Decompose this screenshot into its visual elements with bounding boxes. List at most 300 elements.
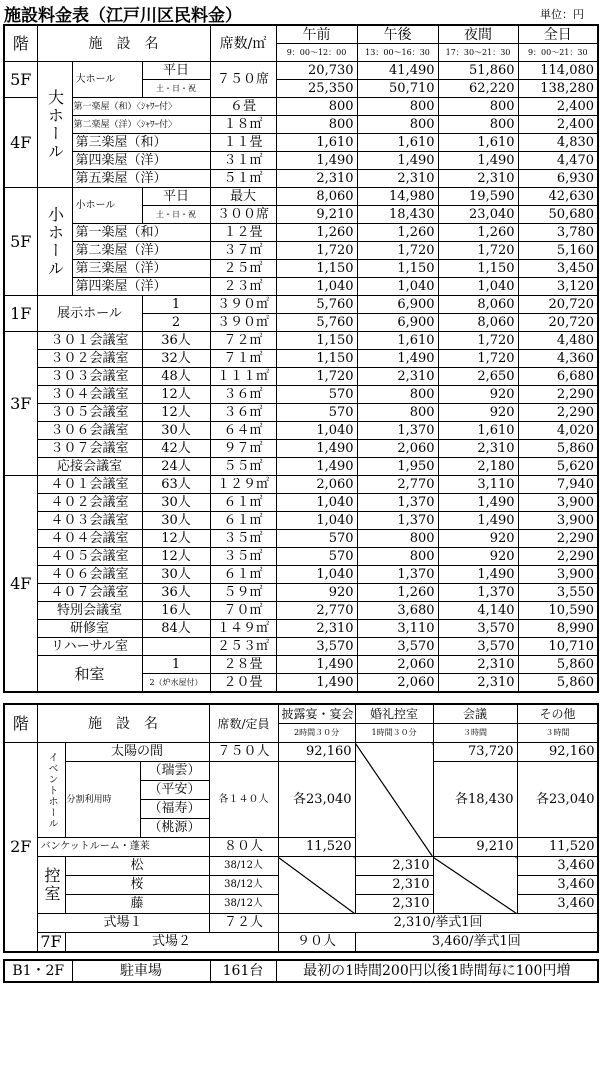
- capacity-cell: 42人: [142, 440, 210, 458]
- capacity-cell: 30人: [142, 494, 210, 512]
- fee-cell: 5,860: [518, 440, 598, 458]
- washitsu-row: [4, 656, 598, 674]
- seats-cell: ２５３㎡: [210, 638, 276, 656]
- floor-label: 2F: [4, 743, 37, 953]
- fee-cell: 2,060: [357, 656, 438, 674]
- seats-cell: ３５㎡: [210, 548, 276, 566]
- seats-cell: ６１㎡: [210, 566, 276, 584]
- seats-cell: 38/12人: [209, 895, 278, 914]
- fee-cell: 114,080: [518, 62, 598, 80]
- fee-cell: 2,290: [518, 530, 598, 548]
- floor-header: 階: [4, 704, 37, 743]
- seats-cell: 38/12人: [209, 876, 278, 895]
- fee-cell: 1,720: [276, 242, 357, 260]
- fee-cell: 4,360: [518, 350, 598, 368]
- header-row: [4, 25, 598, 44]
- shikijo-row: [4, 914, 598, 933]
- parking-table: [3, 959, 599, 983]
- room-row-4f: [4, 620, 598, 638]
- fee-cell: 3,460: [517, 876, 598, 895]
- seats-cell: ６４㎡: [210, 422, 276, 440]
- fee-cell: 6,930: [518, 170, 598, 188]
- fee-cell: 6,680: [518, 368, 598, 386]
- seats-cell: １８㎡: [210, 116, 276, 134]
- daihall-room-row: [4, 116, 598, 134]
- use-header: 会議: [433, 704, 517, 724]
- room-name-cell: [72, 152, 210, 170]
- fee-cell: 5,860: [518, 674, 598, 693]
- room-row-3f: [4, 386, 598, 404]
- floor-label: 5F: [4, 62, 37, 98]
- day-weekend: 土・日・祝: [142, 206, 210, 224]
- fee-cell: 2,290: [518, 548, 598, 566]
- fee-cell: 800: [357, 530, 438, 548]
- facility-header: 施 設 名: [37, 704, 209, 743]
- fee-cell: 2,310: [355, 895, 433, 914]
- fee-cell: 1,150: [276, 332, 357, 350]
- facility-name: 式場２: [65, 933, 278, 953]
- page-title: 施設料金表（江戸川区民料金）: [4, 6, 242, 26]
- use-time: 2時間３０分: [278, 724, 355, 743]
- fee-cell: 1,260: [357, 584, 438, 602]
- fee-cell: 800: [276, 98, 357, 116]
- room-row-3f: [4, 422, 598, 440]
- fee-cell: 7,940: [518, 476, 598, 494]
- shohall-room-row: [4, 278, 598, 296]
- capacity-cell: 12人: [142, 386, 210, 404]
- fee-cell: 6,900: [357, 314, 438, 332]
- room-name: ３０２会議室: [37, 350, 142, 368]
- capacity-cell: 36人: [142, 584, 210, 602]
- room-name: ３０３会議室: [37, 368, 142, 386]
- facility-name: 和室: [37, 656, 142, 693]
- fee-cell: 800: [438, 98, 518, 116]
- fee-cell: 920: [276, 584, 357, 602]
- daihall-room-row: [4, 152, 598, 170]
- fee-cell: 1,040: [276, 422, 357, 440]
- seats-cell: ２５㎡: [210, 260, 276, 278]
- split-room: （平安）: [140, 781, 209, 800]
- period-time: 9：00～21：30: [518, 44, 598, 62]
- group-daihall-text: 大ホール: [45, 88, 65, 161]
- fee-cell: 20,720: [518, 314, 598, 332]
- fee-cell: 1,260: [276, 224, 357, 242]
- fee-cell: 3,780: [518, 224, 598, 242]
- seats-cell: １２畳: [210, 224, 276, 242]
- use-header: その他: [517, 704, 598, 724]
- group-shohall-text: 小ホール: [45, 205, 65, 278]
- room-name: 第五楽屋（洋）: [75, 170, 167, 186]
- room-row-3f: [4, 350, 598, 368]
- fee-cell: 4,140: [438, 602, 518, 620]
- daihall-room-row: [4, 134, 598, 152]
- room-name: ４０５会議室: [37, 548, 142, 566]
- fee-cell: 2,770: [276, 602, 357, 620]
- fee-table-main: [3, 24, 599, 693]
- fee-cell: 2,290: [518, 386, 598, 404]
- fee-cell: 570: [276, 386, 357, 404]
- fee-cell: 2,310: [438, 440, 518, 458]
- facility-name: 太陽の間: [65, 743, 209, 762]
- room-name: 応接会議室: [37, 458, 142, 476]
- fee-cell: 各23,040: [278, 762, 355, 838]
- capacity-cell: 30人: [142, 566, 210, 584]
- use-time: ３時間: [517, 724, 598, 743]
- room-row-4f: [4, 584, 598, 602]
- room-name-cell: [72, 170, 210, 188]
- use-header: 披露宴・宴会: [278, 704, 355, 724]
- fee-cell: 800: [276, 116, 357, 134]
- room-no: 1: [142, 296, 210, 314]
- fee-cell: 1,040: [357, 278, 438, 296]
- group-event-hall: [37, 743, 65, 838]
- period-header: 夜間: [438, 25, 518, 44]
- fee-cell: 1,040: [276, 494, 357, 512]
- fee-cell: 92,160: [517, 743, 598, 762]
- capacity-cell: 30人: [142, 422, 210, 440]
- day-weekday: 平日: [142, 62, 210, 80]
- fee-cell: 14,980: [357, 188, 438, 206]
- seats-header: 席数/㎡: [210, 25, 276, 62]
- group-hikae: [37, 857, 65, 914]
- fee-cell: 2,650: [438, 368, 518, 386]
- fee-cell: 5,760: [276, 296, 357, 314]
- fee-cell: 2,310: [438, 674, 518, 693]
- room-name-cell: [72, 134, 210, 152]
- seats-cell: ７２㎡: [210, 332, 276, 350]
- room-name: 藤: [65, 895, 209, 914]
- room-row-3f: [4, 368, 598, 386]
- seats-cell: １１畳: [210, 134, 276, 152]
- seats-cell: 最大: [210, 188, 276, 206]
- room-name: ４０２会議室: [37, 494, 142, 512]
- room-name: 第二楽屋（洋）: [72, 242, 210, 260]
- fee-cell: 1,720: [438, 332, 518, 350]
- room-name: 第四楽屋（洋）: [75, 152, 167, 168]
- capacity-cell: 24人: [142, 458, 210, 476]
- seats-cell: 38/12人: [209, 857, 278, 876]
- use-time: 1時間３０分: [355, 724, 433, 743]
- seats-cell: ３１㎡: [210, 152, 276, 170]
- fee-cell: 2,180: [438, 458, 518, 476]
- room-row-4f: [4, 476, 598, 494]
- parking-floor: B1・2F: [4, 960, 72, 982]
- fee-cell: 2,400: [518, 116, 598, 134]
- fee-cell: 50,710: [357, 80, 438, 98]
- seats-cell: ９７㎡: [210, 440, 276, 458]
- period-time: 9：00～12：00: [276, 44, 357, 62]
- seats-cell: ６１㎡: [210, 494, 276, 512]
- seats-cell: ６１㎡: [210, 512, 276, 530]
- fee-cell: 10,710: [518, 638, 598, 656]
- fee-cell: 1,260: [357, 224, 438, 242]
- fee-cell: 1,370: [357, 566, 438, 584]
- room-name: 第一楽屋（和）: [72, 224, 210, 242]
- page-header: [0, 0, 600, 24]
- daihall-room-row: [4, 170, 598, 188]
- room-name: ４０３会議室: [37, 512, 142, 530]
- fee-cell: 1,370: [438, 584, 518, 602]
- room-row-4f: [4, 530, 598, 548]
- use-time: ３時間: [433, 724, 517, 743]
- seats-cell: ３７㎡: [210, 242, 276, 260]
- room-name: ４０４会議室: [37, 530, 142, 548]
- split-room: （瑞雲）: [140, 762, 209, 781]
- seats-cell: ９０人: [278, 933, 355, 953]
- seats-header: 席数/定員: [209, 704, 278, 743]
- shikijo-row: [4, 933, 598, 953]
- fee-cell: 1,490: [276, 440, 357, 458]
- no-fee-cell: [433, 857, 517, 914]
- room-note: 〈ｼｬﾜｰ付〉: [136, 101, 178, 112]
- fee-cell: 41,490: [357, 62, 438, 80]
- fee-cell: 1,490: [438, 494, 518, 512]
- room-name: 第三楽屋（和）: [75, 134, 167, 150]
- room-name: 松: [65, 857, 209, 876]
- fee-cell: 4,830: [518, 134, 598, 152]
- fee-cell: 25,350: [276, 80, 357, 98]
- room-name: 第二楽屋（洋）: [73, 119, 137, 130]
- fee-cell: 800: [357, 116, 438, 134]
- fee-cell: 920: [438, 530, 518, 548]
- fee-cell: 20,730: [276, 62, 357, 80]
- room-row-4f: [4, 566, 598, 584]
- fee-cell: 3,120: [518, 278, 598, 296]
- capacity-cell: 36人: [142, 332, 210, 350]
- room-row-3f: [4, 458, 598, 476]
- fee-cell: 9,210: [276, 206, 357, 224]
- seats-cell: ３６㎡: [210, 404, 276, 422]
- floor-header: 階: [4, 25, 37, 62]
- fee-cell: 4,470: [518, 152, 598, 170]
- period-time: 17：30～21：30: [438, 44, 518, 62]
- fee-cell: 570: [276, 404, 357, 422]
- fee-cell: 3,110: [438, 476, 518, 494]
- seats-cell: ５５㎡: [210, 458, 276, 476]
- fee-cell: 2,310: [355, 857, 433, 876]
- unit-label: 単位：円: [540, 8, 584, 21]
- daihall-room-row: [4, 98, 598, 116]
- period-header: 全日: [518, 25, 598, 44]
- room-name: ３０４会議室: [37, 386, 142, 404]
- fee-cell: 800: [357, 548, 438, 566]
- fee-cell: 3,450: [518, 260, 598, 278]
- use-header: 婚礼控室: [355, 704, 433, 724]
- group-hikae-text: 控室: [42, 867, 61, 903]
- fee-cell: 62,220: [438, 80, 518, 98]
- fee-cell: 1,370: [357, 494, 438, 512]
- shohall-room-row: [4, 242, 598, 260]
- capacity-cell: 12人: [142, 404, 210, 422]
- room-name: 特別会議室: [37, 602, 142, 620]
- fee-cell: 3,550: [518, 584, 598, 602]
- parking-name: 駐車場: [72, 960, 210, 982]
- room-row-3f: [4, 440, 598, 458]
- facility-name: 展示ホール: [37, 296, 142, 332]
- fee-cell: 8,060: [438, 296, 518, 314]
- fee-cell: 3,460: [517, 857, 598, 876]
- facility-name: 式場１: [37, 914, 209, 933]
- capacity-cell: [142, 638, 210, 656]
- fee-cell: 3,570: [438, 620, 518, 638]
- fee-cell: 2,400: [518, 98, 598, 116]
- room-no: 2（炉水屋付）: [142, 674, 210, 693]
- fee-cell: 1,720: [276, 368, 357, 386]
- fee-cell: 各18,430: [433, 762, 517, 838]
- fee-cell: 1,950: [357, 458, 438, 476]
- fee-cell: 920: [438, 548, 518, 566]
- fee-cell: 1,150: [357, 260, 438, 278]
- split-room: （桃源）: [140, 819, 209, 838]
- facility-name: 小ホール: [72, 188, 142, 224]
- room-name-cell: [72, 98, 210, 116]
- fee-cell: 2,310: [357, 170, 438, 188]
- fee-cell: 51,860: [438, 62, 518, 80]
- seats-cell: ８０人: [209, 838, 278, 857]
- split-room: （福寿）: [140, 800, 209, 819]
- fee-cell: 8,060: [276, 188, 357, 206]
- floor-label: 3F: [4, 332, 37, 476]
- fee-cell: 3,460/挙式1回: [355, 933, 598, 953]
- fee-cell: 5,160: [518, 242, 598, 260]
- fee-cell: 1,040: [276, 512, 357, 530]
- room-name: ３０６会議室: [37, 422, 142, 440]
- no-fee-cell: [278, 857, 355, 914]
- daihall-row: [4, 62, 598, 80]
- facility-header: 施 設 名: [37, 25, 210, 62]
- fee-cell: 3,680: [357, 602, 438, 620]
- fee-cell: 3,570: [357, 638, 438, 656]
- seats-cell: ２８畳: [210, 656, 276, 674]
- fee-cell: 1,720: [438, 350, 518, 368]
- room-no: 2: [142, 314, 210, 332]
- fee-cell: 800: [357, 98, 438, 116]
- fee-cell: 1,490: [357, 152, 438, 170]
- room-name: 第四楽屋（洋）: [72, 278, 210, 296]
- fee-cell: 2,310/挙式1回: [278, 914, 598, 933]
- seats-cell: １２９㎡: [210, 476, 276, 494]
- seats-cell: ３９０㎡: [210, 314, 276, 332]
- split-row: [4, 762, 598, 781]
- room-row-4f: [4, 638, 598, 656]
- fee-cell: 6,900: [357, 296, 438, 314]
- fee-cell: 1,370: [357, 422, 438, 440]
- fee-table-wedding: [3, 703, 599, 953]
- fee-cell: 1,720: [438, 242, 518, 260]
- fee-cell: 5,620: [518, 458, 598, 476]
- fee-cell: 3,900: [518, 494, 598, 512]
- fee-cell: 1,610: [438, 134, 518, 152]
- floor-label: 4F: [4, 98, 37, 188]
- fee-cell: 2,310: [355, 876, 433, 895]
- seats-cell: １４９㎡: [210, 620, 276, 638]
- room-row-3f: [4, 332, 598, 350]
- fee-cell: 92,160: [278, 743, 355, 762]
- day-weekday: 平日: [142, 188, 210, 206]
- fee-cell: 2,060: [276, 476, 357, 494]
- fee-cell: 1,610: [438, 422, 518, 440]
- seats-cell: ６畳: [210, 98, 276, 116]
- capacity-cell: 12人: [142, 530, 210, 548]
- seats-cell: ７１㎡: [210, 350, 276, 368]
- room-name-cell: [72, 116, 210, 134]
- seats-cell: ７５０人: [209, 743, 278, 762]
- fee-cell: 138,280: [518, 80, 598, 98]
- seats-cell: ７２人: [209, 914, 278, 933]
- fee-cell: 3,460: [517, 895, 598, 914]
- room-name: 研修室: [37, 620, 142, 638]
- parking-note: 最初の1時間200円以後1時間毎に100円増: [276, 960, 598, 982]
- fee-cell: 2,310: [438, 656, 518, 674]
- parking-count: 161台: [210, 960, 276, 982]
- capacity-cell: 63人: [142, 476, 210, 494]
- fee-cell: 4,480: [518, 332, 598, 350]
- capacity-cell: 16人: [142, 602, 210, 620]
- fee-cell: 1,040: [276, 566, 357, 584]
- fee-cell: 9,210: [433, 838, 517, 857]
- fee-cell: 2,060: [357, 440, 438, 458]
- period-header: 午前: [276, 25, 357, 44]
- parking-row: [4, 960, 598, 982]
- fee-cell: 1,610: [276, 134, 357, 152]
- fee-cell: 19,590: [438, 188, 518, 206]
- fee-cell: 8,060: [438, 314, 518, 332]
- seats-cell: ３５㎡: [210, 530, 276, 548]
- facility-name: バンケットルーム・蓬莱: [37, 838, 209, 857]
- fee-cell: 2,310: [276, 170, 357, 188]
- room-name: 桜: [65, 876, 209, 895]
- group-shohall: [37, 188, 72, 296]
- fee-cell: 1,150: [276, 260, 357, 278]
- fee-cell: 800: [438, 116, 518, 134]
- fee-cell: 1,490: [276, 152, 357, 170]
- fee-cell: 3,900: [518, 566, 598, 584]
- fee-cell: 2,770: [357, 476, 438, 494]
- fee-cell: 42,630: [518, 188, 598, 206]
- fee-cell: 1,490: [357, 350, 438, 368]
- fee-cell: 1,490: [276, 656, 357, 674]
- seats-cell: ２３㎡: [210, 278, 276, 296]
- room-name: ３０７会議室: [37, 440, 142, 458]
- fee-cell: 1,150: [438, 260, 518, 278]
- seats-cell: ７５０席: [210, 62, 276, 98]
- fee-cell: 23,040: [438, 206, 518, 224]
- tenji-row: [4, 296, 598, 314]
- fee-cell: 920: [438, 386, 518, 404]
- fee-cell: 1,490: [276, 458, 357, 476]
- fee-cell: 2,290: [518, 404, 598, 422]
- capacity-cell: 32人: [142, 350, 210, 368]
- room-note: 〈ｼｬﾜｰ付〉: [136, 119, 178, 130]
- room-name: ３０１会議室: [37, 332, 142, 350]
- fee-cell: 20,720: [518, 296, 598, 314]
- room-row-4f: [4, 548, 598, 566]
- fee-cell: 11,520: [278, 838, 355, 857]
- fee-cell: 800: [357, 404, 438, 422]
- room-name: 第三楽屋（洋）: [72, 260, 210, 278]
- floor-label: 5F: [4, 188, 37, 296]
- group-daihall: [37, 62, 72, 188]
- fee-cell: 570: [276, 530, 357, 548]
- shohall-room-row: [4, 260, 598, 278]
- fee-cell: 2,310: [357, 368, 438, 386]
- floor-label: 4F: [4, 476, 37, 693]
- fee-cell: 3,570: [438, 638, 518, 656]
- hikae-row: [4, 857, 598, 876]
- fee-cell: 4,020: [518, 422, 598, 440]
- capacity-cell: 30人: [142, 512, 210, 530]
- fee-cell: 1,150: [276, 350, 357, 368]
